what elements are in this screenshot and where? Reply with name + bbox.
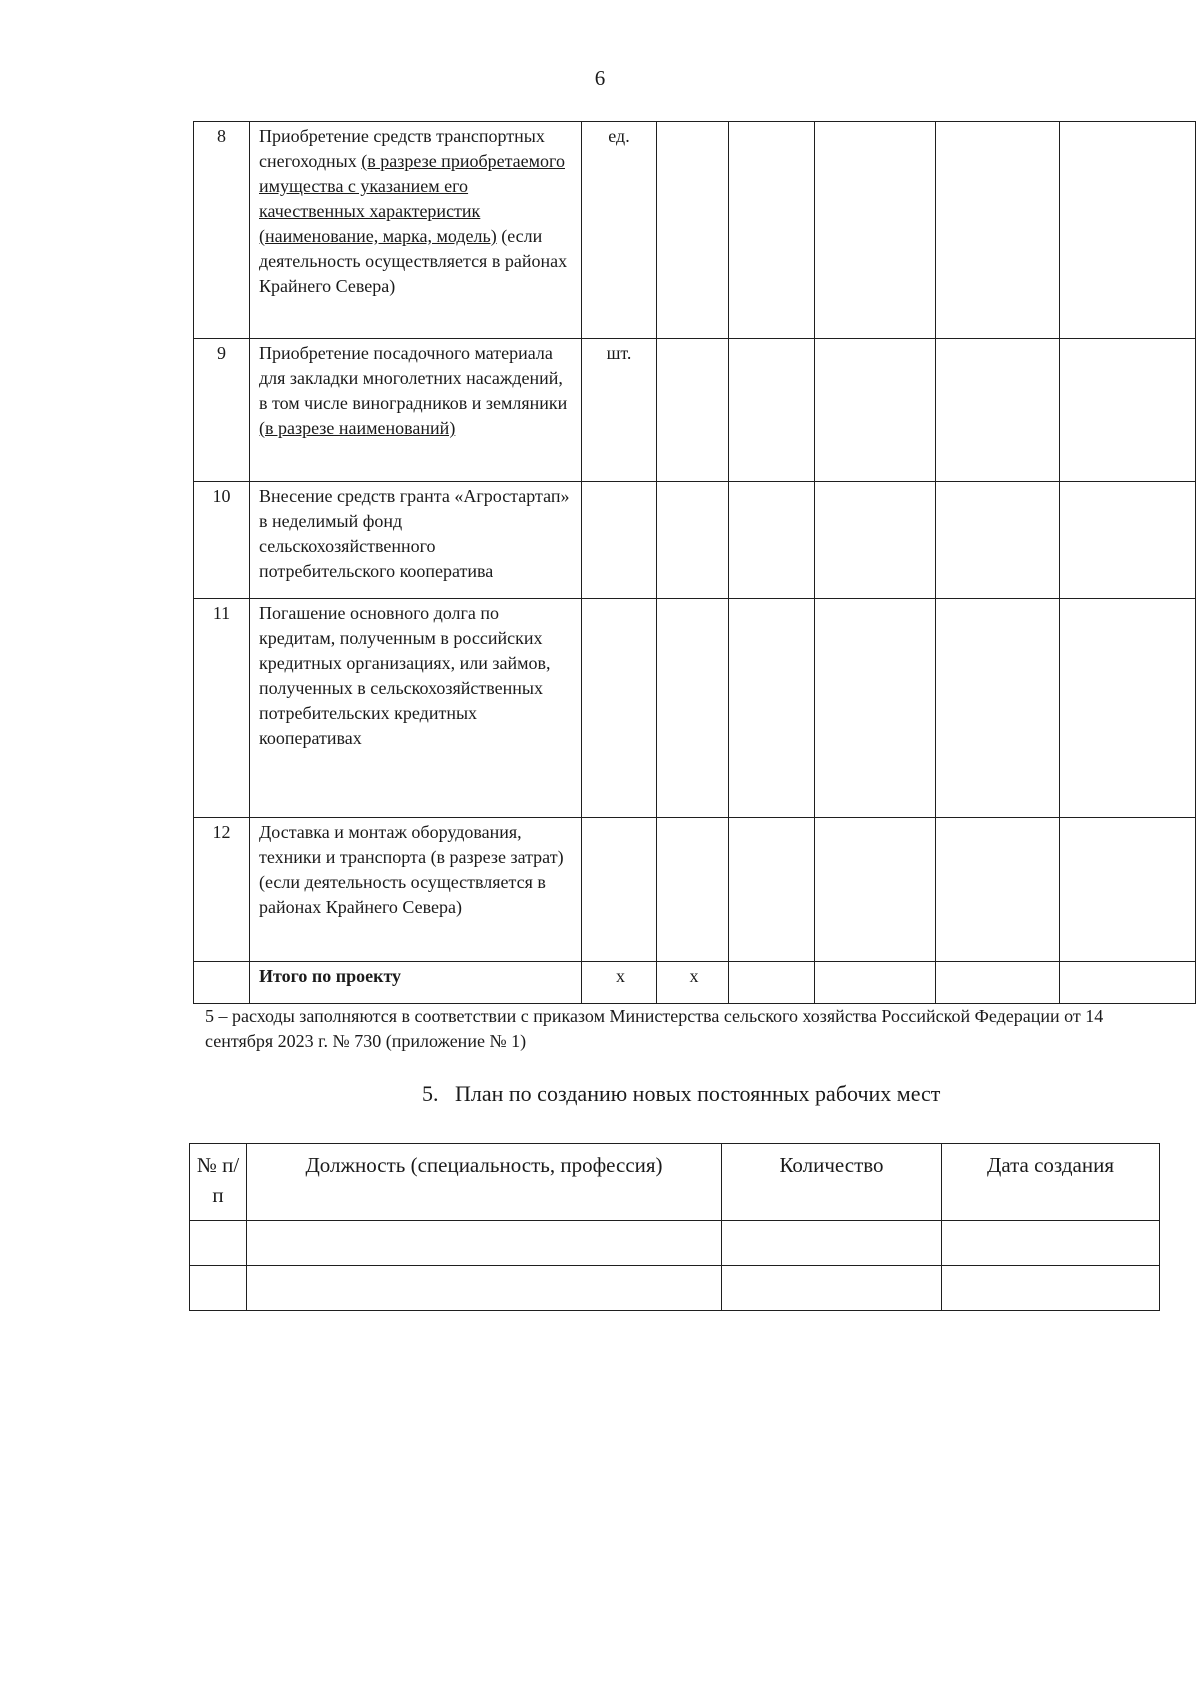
empty-cell bbox=[1060, 482, 1196, 599]
row-unit bbox=[582, 818, 657, 962]
row-description: Погашение основного долга по кредитам, полученным в российских кредитных организациях, или займов, полученных в сельскохозяйственных потребительских кредитных кооперативах bbox=[250, 599, 582, 818]
empty-cell bbox=[190, 1221, 247, 1266]
empty-cell bbox=[815, 599, 936, 818]
row-description: Приобретение посадочного материала для закладки многолетних насаждений, в том числе виноградников и земляники (в разрезе наименований) bbox=[250, 339, 582, 482]
jobs-table bbox=[189, 1143, 1160, 1311]
empty-cell bbox=[815, 339, 936, 482]
row-description: Внесение средств гранта «Агростартап» в неделимый фонд сельскохозяйственного потребительского кооператива bbox=[250, 482, 582, 599]
empty-cell bbox=[936, 122, 1060, 339]
table-header-row bbox=[190, 1144, 1160, 1221]
table-row bbox=[194, 599, 1196, 818]
empty-cell bbox=[815, 482, 936, 599]
header-number: № п/п bbox=[190, 1144, 247, 1221]
empty-cell bbox=[936, 339, 1060, 482]
footnote: 5 – расходы заполняются в соответствии с приказом Министерства сельского хозяйства Российской Федерации от 14 сентября 2023 г. № 730 (приложение № 1) bbox=[205, 1006, 1104, 1051]
row-description: Приобретение средств транспортных снегоходных (в разрезе приобретаемого имущества с указанием его качественных характеристик (наименование, марка, модель) (если деятельность осуществляется в районах Крайнего Севера) bbox=[250, 122, 582, 339]
empty-cell bbox=[729, 122, 815, 339]
empty-cell bbox=[657, 818, 729, 962]
empty-cell bbox=[729, 818, 815, 962]
table-row bbox=[190, 1221, 1160, 1266]
row-unit: шт. bbox=[582, 339, 657, 482]
row-number: 10 bbox=[194, 482, 250, 599]
empty-cell bbox=[194, 962, 250, 1004]
empty-cell bbox=[942, 1221, 1160, 1266]
total-row bbox=[194, 962, 1196, 1004]
empty-cell bbox=[729, 339, 815, 482]
empty-cell bbox=[657, 339, 729, 482]
empty-cell bbox=[729, 482, 815, 599]
empty-cell bbox=[657, 122, 729, 339]
empty-cell bbox=[247, 1266, 722, 1311]
section-heading: 5. План по созданию новых постоянных рабочих мест bbox=[422, 1081, 941, 1106]
empty-cell bbox=[942, 1266, 1160, 1311]
row-number: 11 bbox=[194, 599, 250, 818]
empty-cell bbox=[722, 1221, 942, 1266]
empty-cell bbox=[729, 962, 815, 1004]
empty-cell bbox=[815, 962, 936, 1004]
empty-cell bbox=[657, 599, 729, 818]
empty-cell bbox=[1060, 962, 1196, 1004]
empty-cell bbox=[247, 1221, 722, 1266]
row-unit bbox=[582, 599, 657, 818]
empty-cell bbox=[190, 1266, 247, 1311]
row-unit: ед. bbox=[582, 122, 657, 339]
empty-cell bbox=[936, 482, 1060, 599]
table-row bbox=[194, 122, 1196, 339]
expense-table bbox=[193, 121, 1196, 1004]
empty-cell bbox=[1060, 122, 1196, 339]
page-number: 6 bbox=[594, 66, 606, 90]
total-x-mark: х bbox=[582, 962, 657, 1004]
empty-cell bbox=[815, 818, 936, 962]
total-x-mark: х bbox=[657, 962, 729, 1004]
header-date: Дата создания bbox=[942, 1144, 1160, 1221]
row-number: 9 bbox=[194, 339, 250, 482]
empty-cell bbox=[1060, 339, 1196, 482]
header-quantity: Количество bbox=[722, 1144, 942, 1221]
empty-cell bbox=[722, 1266, 942, 1311]
table-row bbox=[194, 482, 1196, 599]
empty-cell bbox=[936, 599, 1060, 818]
table-row bbox=[194, 818, 1196, 962]
table-row bbox=[194, 339, 1196, 482]
row-unit bbox=[582, 482, 657, 599]
total-label: Итого по проекту bbox=[250, 962, 582, 1004]
table-row bbox=[190, 1266, 1160, 1311]
empty-cell bbox=[729, 599, 815, 818]
header-position: Должность (специальность, профессия) bbox=[247, 1144, 722, 1221]
empty-cell bbox=[815, 122, 936, 339]
empty-cell bbox=[1060, 818, 1196, 962]
empty-cell bbox=[936, 962, 1060, 1004]
row-number: 8 bbox=[194, 122, 250, 339]
row-description: Доставка и монтаж оборудования, техники и транспорта (в разрезе затрат) (если деятельность осуществляется в районах Крайнего Севера) bbox=[250, 818, 582, 962]
empty-cell bbox=[1060, 599, 1196, 818]
empty-cell bbox=[936, 818, 1060, 962]
row-number: 12 bbox=[194, 818, 250, 962]
empty-cell bbox=[657, 482, 729, 599]
